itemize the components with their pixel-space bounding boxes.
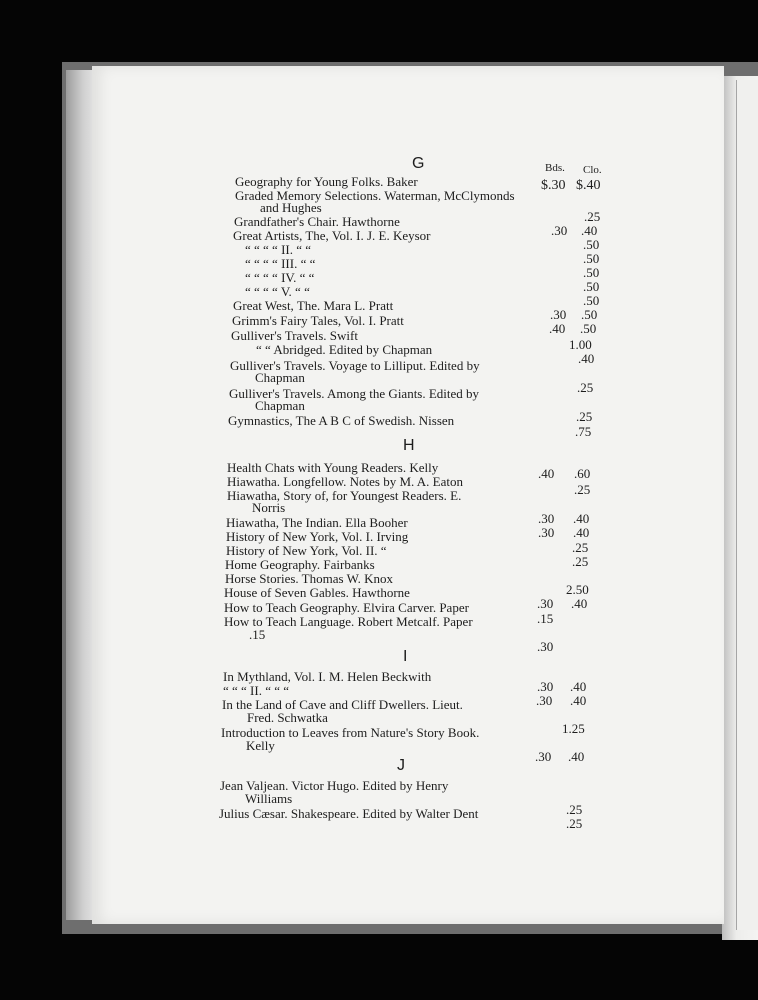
price-clo: .40 bbox=[570, 679, 587, 694]
entry-title: Great West, The. Mara L. Pratt bbox=[233, 298, 394, 313]
price-clo: .25 bbox=[576, 409, 593, 424]
entry-title: Grimm's Fairy Tales, Vol. I. Pratt bbox=[232, 313, 404, 328]
price-clo: 1.25 bbox=[562, 721, 585, 736]
entry-title: “ “ Abridged. Edited by Chapman bbox=[256, 342, 433, 357]
entry-title: “ “ “ “ IV. “ “ bbox=[245, 270, 315, 285]
price-clo: .50 bbox=[581, 307, 598, 322]
entry-title: Jean Valjean. Victor Hugo. Edited by Henry bbox=[220, 778, 449, 793]
section-letter-h: H bbox=[403, 437, 415, 454]
entry-title: “ “ “ “ II. “ “ bbox=[245, 242, 312, 257]
price-clo: .25 bbox=[577, 380, 594, 395]
price-clo: .60 bbox=[574, 466, 591, 481]
column-header-clo: Clo. bbox=[583, 164, 602, 176]
entry-title: Hiawatha, The Indian. Ella Booher bbox=[226, 515, 408, 530]
price-clo: .25 bbox=[584, 209, 601, 224]
entry-title: Home Geography. Fairbanks bbox=[225, 557, 375, 572]
entry-title: Hiawatha, Story of, for Youngest Readers. E. bbox=[227, 488, 462, 503]
price-clo: .25 bbox=[566, 802, 583, 817]
entry-title-cont: Fred. Schwatka bbox=[247, 710, 328, 725]
price-clo: .50 bbox=[583, 279, 600, 294]
entry-title: Grandfather's Chair. Hawthorne bbox=[234, 214, 400, 229]
price-clo: .50 bbox=[583, 251, 600, 266]
entry-title: In the Land of Cave and Cliff Dwellers. Lieut. bbox=[222, 697, 463, 712]
entry-title: Great Artists, The, Vol. I. J. E. Keysor bbox=[233, 228, 431, 243]
price-clo: .25 bbox=[572, 554, 589, 569]
entry-title: Gulliver's Travels. Voyage to Lilliput. Edited by bbox=[230, 358, 480, 373]
entry-title: How to Teach Geography. Elvira Carver. Paper bbox=[224, 600, 469, 615]
entry-title: Introduction to Leaves from Nature's Story Book. bbox=[221, 725, 480, 740]
price-bds: .15 bbox=[537, 611, 554, 626]
entry-title: House of Seven Gables. Hawthorne bbox=[224, 585, 410, 600]
entry-title: “ “ “ “ III. “ “ bbox=[245, 256, 316, 271]
entry-title-cont: .15 bbox=[249, 627, 266, 642]
section-letter-j: J bbox=[397, 757, 405, 774]
price-bds: .40 bbox=[538, 466, 555, 481]
price-bds: .30 bbox=[536, 693, 553, 708]
price-clo: .50 bbox=[580, 321, 597, 336]
price-clo: .40 bbox=[570, 693, 587, 708]
entry-title: Gulliver's Travels. Swift bbox=[231, 328, 358, 343]
price-clo: .25 bbox=[566, 816, 583, 831]
price-clo: .50 bbox=[583, 265, 600, 280]
entry-title: Hiawatha. Longfellow. Notes by M. A. Eaton bbox=[227, 474, 463, 489]
price-clo: .40 bbox=[573, 511, 590, 526]
price-clo: .40 bbox=[568, 749, 585, 764]
price-clo: .75 bbox=[575, 424, 592, 439]
entry-title: How to Teach Language. Robert Metcalf. Paper bbox=[224, 614, 473, 629]
price-bds: .30 bbox=[537, 679, 554, 694]
entry-title: Gymnastics, The A B C of Swedish. Nissen bbox=[228, 413, 455, 428]
entry-title-cont: Chapman bbox=[255, 370, 305, 385]
price-clo: 2.50 bbox=[566, 582, 589, 597]
entry-title: Graded Memory Selections. Waterman, McClymonds bbox=[235, 188, 515, 203]
price-clo: $.40 bbox=[576, 178, 601, 193]
price-clo: .50 bbox=[583, 237, 600, 252]
price-bds: .30 bbox=[538, 525, 555, 540]
price-clo: .25 bbox=[572, 540, 589, 555]
price-clo: .40 bbox=[578, 351, 595, 366]
entry-title: Gulliver's Travels. Among the Giants. Edited by bbox=[229, 386, 480, 401]
price-clo: 1.00 bbox=[569, 337, 592, 352]
entry-title: “ “ “ “ V. “ “ bbox=[245, 284, 310, 299]
section-letter-i: I bbox=[403, 648, 408, 665]
price-clo: .25 bbox=[574, 482, 591, 497]
entry-title-cont: Chapman bbox=[255, 398, 305, 413]
price-bds: .40 bbox=[549, 321, 566, 336]
entry-title: “ “ “ II. “ “ “ bbox=[223, 683, 290, 698]
section-letter-g: G bbox=[412, 155, 425, 172]
entry-title-cont: and Hughes bbox=[260, 200, 322, 215]
price-bds: .30 bbox=[550, 307, 567, 322]
entry-title: History of New York, Vol. II. “ bbox=[226, 543, 387, 558]
price-bds: .30 bbox=[551, 223, 568, 238]
price-clo: .40 bbox=[581, 223, 598, 238]
price-bds: .30 bbox=[535, 749, 552, 764]
price-clo: .40 bbox=[571, 596, 588, 611]
entry-title: Geography for Young Folks. Baker bbox=[235, 174, 418, 189]
entry-title-cont: Kelly bbox=[246, 738, 275, 753]
price-bds: $.30 bbox=[541, 178, 566, 193]
entry-title: In Mythland, Vol. I. M. Helen Beckwith bbox=[223, 669, 432, 684]
entry-title: History of New York, Vol. I. Irving bbox=[226, 529, 409, 544]
entry-title-cont: Norris bbox=[252, 500, 286, 515]
entry-title: Health Chats with Young Readers. Kelly bbox=[227, 460, 439, 475]
column-header-bds: Bds. bbox=[545, 162, 565, 174]
entry-title-cont: Williams bbox=[245, 791, 293, 806]
price-bds: .30 bbox=[538, 511, 555, 526]
price-clo: .50 bbox=[583, 293, 600, 308]
price-bds: .30 bbox=[537, 639, 554, 654]
entry-title: Julius Cæsar. Shakespeare. Edited by Walter Dent bbox=[219, 806, 479, 821]
price-bds: .30 bbox=[537, 596, 554, 611]
entry-title: Horse Stories. Thomas W. Knox bbox=[225, 571, 394, 586]
price-clo: .40 bbox=[573, 525, 590, 540]
